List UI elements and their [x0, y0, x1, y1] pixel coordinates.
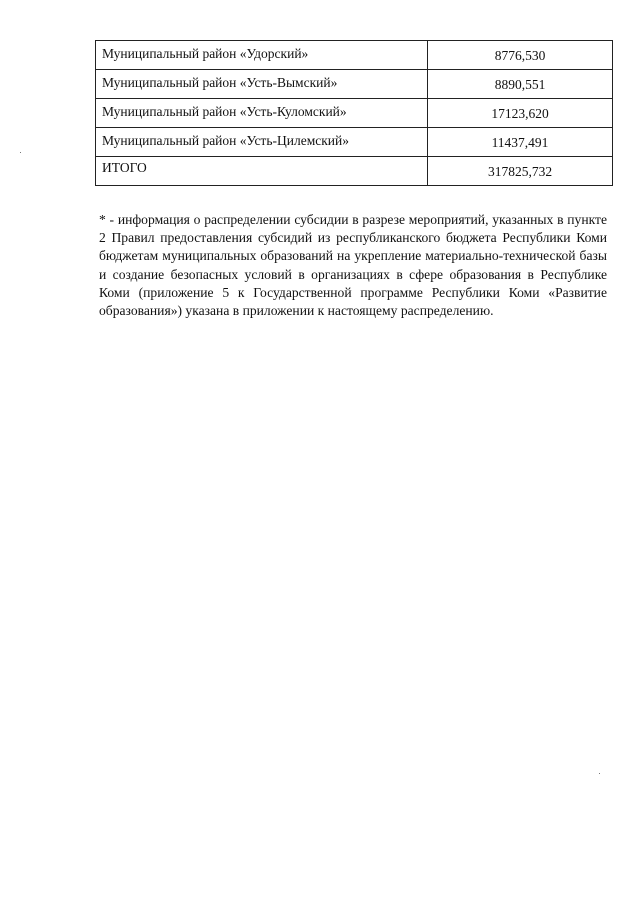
total-amount: 317825,732 [428, 157, 613, 186]
table-row [96, 70, 613, 99]
subsidy-distribution-table [95, 40, 613, 186]
district-name: Муниципальный район «Усть-Цилемский» [96, 128, 428, 157]
district-amount: 17123,620 [428, 99, 613, 128]
footnote-text: * - информация о распределении субсидии в разрезе мероприятий, указанных в пункте 2 Правил предоставления субсидий из республиканского бюджета Республики Коми бюджетам муниципальных образований на укрепление материально-технической базы и создание безопасных условий в организациях в сфере образования в Республике Коми (приложение 5 к Государственной программе Республики Коми «Развитие образования») указана в приложении к настоящему распределению. [99, 212, 607, 319]
scan-speck [20, 152, 21, 153]
district-amount: 8890,551 [428, 70, 613, 99]
district-name: Муниципальный район «Усть-Куломский» [96, 99, 428, 128]
scan-speck [599, 773, 600, 774]
table-row [96, 128, 613, 157]
district-name: Муниципальный район «Усть-Вымский» [96, 70, 428, 99]
district-amount: 8776,530 [428, 41, 613, 70]
table-row [96, 41, 613, 70]
table-row [96, 99, 613, 128]
total-row [96, 157, 613, 186]
total-label: ИТОГО [96, 157, 428, 186]
district-amount: 11437,491 [428, 128, 613, 157]
district-name: Муниципальный район «Удорский» [96, 41, 428, 70]
